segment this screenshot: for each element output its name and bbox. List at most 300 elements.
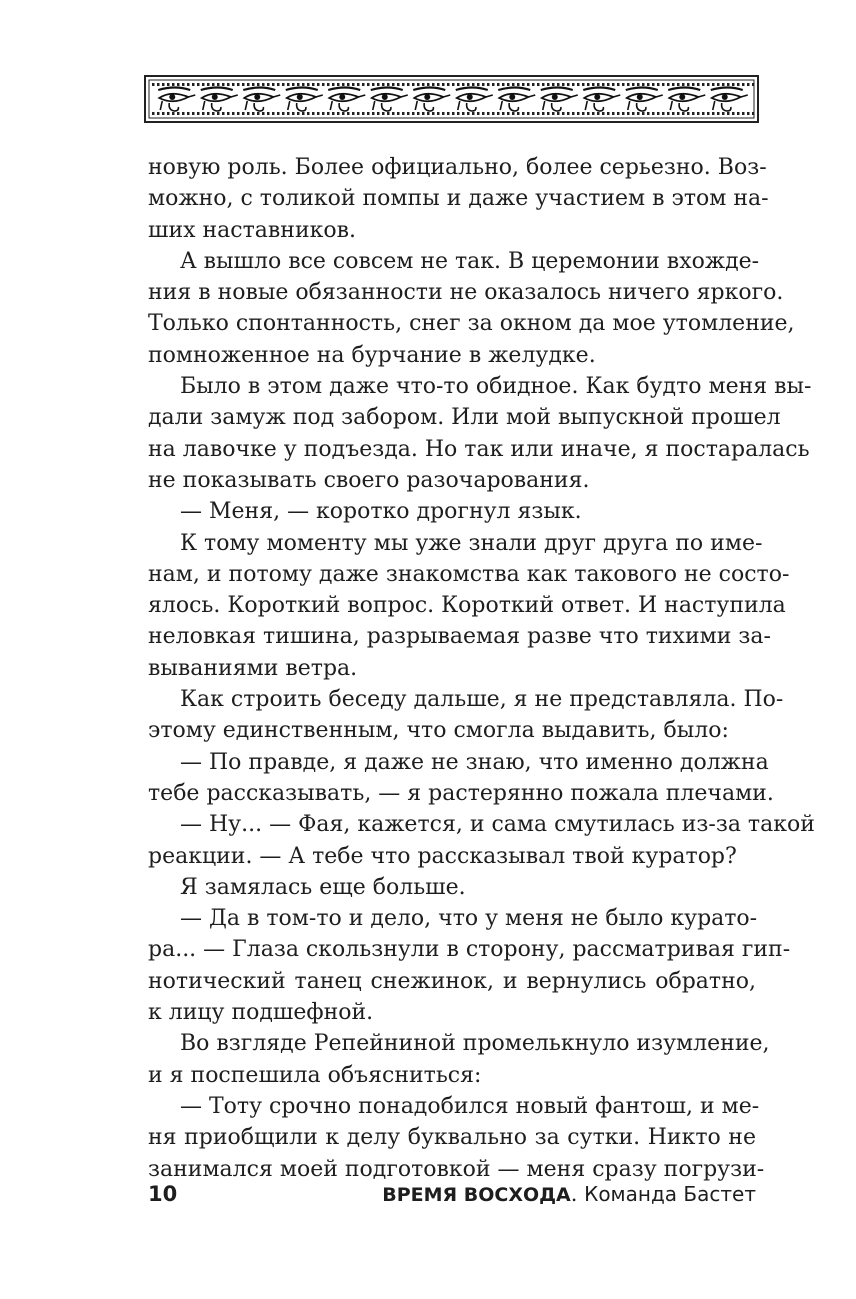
ornament-dot xyxy=(217,112,220,115)
ornament-dot xyxy=(602,112,605,115)
ornament-dot xyxy=(727,112,730,115)
ornament-dot xyxy=(307,112,310,115)
ornament-dot xyxy=(377,83,380,86)
ornament-dot xyxy=(457,112,460,115)
ornament-dot xyxy=(182,112,185,115)
ornament-dot xyxy=(562,112,565,115)
ornament-dot xyxy=(177,83,180,86)
ornament-dot xyxy=(612,112,615,115)
ornament-dot xyxy=(612,83,615,86)
ornament-dot xyxy=(457,83,460,86)
ornament-dot xyxy=(687,83,690,86)
ornament-dot xyxy=(157,83,160,86)
paragraph xyxy=(148,809,815,872)
ornament-dot xyxy=(292,83,295,86)
ornament-dot xyxy=(227,83,230,86)
ornament-dot xyxy=(192,83,195,86)
ornament-dot xyxy=(462,112,465,115)
paragraph xyxy=(148,152,769,246)
ornament-dot xyxy=(347,83,350,86)
ornament-dot xyxy=(282,112,285,115)
ornament-dot xyxy=(467,112,470,115)
ornament-dot xyxy=(417,112,420,115)
ornament-dot xyxy=(212,112,215,115)
ornament-dot xyxy=(602,83,605,86)
ornament-dot xyxy=(552,83,555,86)
text-line: Было в этом даже что-то обидное. Как будто меня вы- xyxy=(180,374,812,400)
ornament-dot xyxy=(702,83,705,86)
text-line: вываниями ветра. xyxy=(148,655,358,681)
ornament-dot xyxy=(487,112,490,115)
ornament-dot xyxy=(297,83,300,86)
text-line: Как строить беседу дальше, я не представляла. По- xyxy=(180,687,784,713)
ornament-dot xyxy=(377,112,380,115)
ornament-dot xyxy=(167,112,170,115)
ornament-dot xyxy=(447,83,450,86)
ornament-dot xyxy=(672,112,675,115)
paragraph xyxy=(148,684,784,747)
ornament-dot xyxy=(237,83,240,86)
ornament-dot xyxy=(212,83,215,86)
running-head xyxy=(382,1182,756,1206)
ornament-dot xyxy=(332,112,335,115)
ornament-dot xyxy=(482,112,485,115)
ornament-dot xyxy=(382,83,385,86)
ornament-dot xyxy=(597,112,600,115)
ornament-dot xyxy=(657,112,660,115)
ornament-dot xyxy=(342,83,345,86)
ornament-dot xyxy=(502,83,505,86)
ornament-dot xyxy=(152,83,155,86)
ornament-dot xyxy=(627,112,630,115)
ornament-dot xyxy=(447,112,450,115)
ornament-dot xyxy=(527,83,530,86)
ornament-dot xyxy=(507,112,510,115)
eye-of-horus-icon xyxy=(711,88,748,112)
text-line: дали замуж под забором. Или мой выпускной прошел xyxy=(148,405,781,431)
ornament-dot xyxy=(197,83,200,86)
ornament-dot xyxy=(627,83,630,86)
text-line: занимался моей подготовкой — меня сразу погрузи- xyxy=(148,1156,765,1182)
ornament-dot xyxy=(677,83,680,86)
ornament-dot xyxy=(657,83,660,86)
ornament-dot xyxy=(317,112,320,115)
ornament-dot xyxy=(187,112,190,115)
ornament-dot xyxy=(437,83,440,86)
ornament-dot xyxy=(347,112,350,115)
page-body-text xyxy=(148,152,815,1185)
eye-of-horus-icon xyxy=(158,88,195,112)
text-line: К тому моменту мы уже знали друг друга по име- xyxy=(180,530,763,556)
ornament-dot xyxy=(262,83,265,86)
ornament-dot xyxy=(472,83,475,86)
ornament-dot xyxy=(352,83,355,86)
ornament-dot xyxy=(512,83,515,86)
text-line: к лицу подшефной. xyxy=(148,1000,374,1026)
paragraph xyxy=(148,1028,770,1091)
ornament-dot xyxy=(152,112,155,115)
ornament-dot xyxy=(567,83,570,86)
ornament-dot xyxy=(487,83,490,86)
ornament-dot xyxy=(387,112,390,115)
ornament-dot xyxy=(397,83,400,86)
ornament-dot xyxy=(682,112,685,115)
ornament-dot xyxy=(562,83,565,86)
book-subtitle: Команда Бастет xyxy=(584,1182,756,1206)
ornament-dot xyxy=(557,112,560,115)
text-line: — По правде, я даже не знаю, что именно должна xyxy=(180,749,769,775)
ornament-dot xyxy=(242,83,245,86)
ornament-dot xyxy=(362,112,365,115)
ornament-dot xyxy=(592,83,595,86)
ornament-dot xyxy=(522,83,525,86)
ornament-dot xyxy=(247,112,250,115)
ornament-dot xyxy=(687,112,690,115)
ornament-dot xyxy=(622,83,625,86)
ornament-dot xyxy=(572,112,575,115)
ornament-dot xyxy=(167,83,170,86)
ornament-dot xyxy=(662,83,665,86)
ornament-dot xyxy=(192,112,195,115)
ornament-dot xyxy=(317,83,320,86)
ornament-dot xyxy=(312,83,315,86)
ornament-dot xyxy=(392,83,395,86)
eye-of-horus-icon xyxy=(286,88,323,112)
text-line: Я замялась еще больше. xyxy=(180,874,466,900)
ornament-dot xyxy=(747,83,750,86)
ornament-dot xyxy=(252,112,255,115)
ornament-dot xyxy=(532,112,535,115)
ornament-dot xyxy=(287,83,290,86)
ornament-dot xyxy=(672,83,675,86)
ornament-dot xyxy=(727,83,730,86)
eye-of-horus-icon xyxy=(371,88,408,112)
ornament-dot xyxy=(407,112,410,115)
ornament-dot xyxy=(442,112,445,115)
text-line: новую роль. Более официально, более серьезно. Воз- xyxy=(148,155,767,180)
ornament-dot xyxy=(577,83,580,86)
text-line: ня приобщили к делу буквально за сутки. Никто не xyxy=(148,1125,756,1151)
eye-of-horus-icon xyxy=(456,88,493,112)
ornament-dot xyxy=(682,83,685,86)
ornament-dot xyxy=(547,83,550,86)
ornament-dot xyxy=(452,83,455,86)
ornament-dot xyxy=(582,83,585,86)
ornament-dot xyxy=(567,112,570,115)
ornament-dot xyxy=(732,112,735,115)
ornament-dot xyxy=(267,83,270,86)
ornament-dot xyxy=(402,83,405,86)
ornament-dot xyxy=(322,112,325,115)
ornament-dot xyxy=(622,112,625,115)
ornament-dot xyxy=(372,112,375,115)
ornament-dot xyxy=(707,112,710,115)
ornament-dot xyxy=(492,112,495,115)
ornament-dot xyxy=(537,83,540,86)
ornament-dot xyxy=(652,112,655,115)
ornament-dot xyxy=(297,112,300,115)
ornament-dot xyxy=(462,83,465,86)
ornament-dot xyxy=(327,83,330,86)
ornament-dot xyxy=(632,112,635,115)
ornament-dot xyxy=(187,83,190,86)
eye-of-horus-icon xyxy=(328,88,365,112)
eye-of-horus-icon xyxy=(583,88,620,112)
ornament-dot xyxy=(252,83,255,86)
ornament-dot xyxy=(287,112,290,115)
ornament-dot xyxy=(502,112,505,115)
ornament-dot xyxy=(367,112,370,115)
ornament-dot xyxy=(527,112,530,115)
eye-of-horus-icon xyxy=(201,88,238,112)
paragraph xyxy=(148,528,790,684)
text-line: — Ну... — Фая, кажется, и сама смутилась из-за такой xyxy=(180,812,815,838)
ornament-dot xyxy=(617,83,620,86)
ornament-dot xyxy=(257,112,260,115)
ornament-dot xyxy=(392,112,395,115)
ornament-dot xyxy=(697,83,700,86)
text-line: Только спонтанность, снег за окном да мое утомление, xyxy=(148,311,795,337)
text-line: нам, и потому даже знакомства как такового не состо- xyxy=(148,561,790,587)
ornament-dot xyxy=(362,83,365,86)
ornament-dot xyxy=(692,112,695,115)
page-number: 10 xyxy=(148,1182,178,1206)
ornament-dot xyxy=(607,83,610,86)
ornament-dot xyxy=(477,83,480,86)
ornament-dot xyxy=(357,112,360,115)
ornament-dot xyxy=(277,112,280,115)
ornament-dot xyxy=(717,83,720,86)
ornament-dot xyxy=(617,112,620,115)
ornament-dot xyxy=(692,83,695,86)
ornament-dot xyxy=(432,83,435,86)
book-title: ВРЕМЯ ВОСХОДА xyxy=(382,1184,571,1206)
ornament-dot xyxy=(542,83,545,86)
ornament-dot xyxy=(412,112,415,115)
ornament-dot xyxy=(452,112,455,115)
ornament-frieze xyxy=(144,75,759,123)
eye-of-horus-icon xyxy=(413,88,450,112)
ornament-dot xyxy=(597,83,600,86)
ornament-dot xyxy=(742,112,745,115)
ornament-dot xyxy=(422,112,425,115)
ornament-dot xyxy=(702,112,705,115)
ornament-dot xyxy=(262,112,265,115)
ornament-dot xyxy=(587,83,590,86)
ornament-dot xyxy=(507,83,510,86)
ornament-dot xyxy=(577,112,580,115)
ornament-dot xyxy=(517,112,520,115)
ornament-dot xyxy=(342,112,345,115)
ornament-dot xyxy=(652,83,655,86)
ornament-dot xyxy=(197,112,200,115)
ornament-dot xyxy=(247,83,250,86)
ornament-dot xyxy=(372,83,375,86)
eye-of-horus-icon xyxy=(626,88,663,112)
ornament-dot xyxy=(172,112,175,115)
ornament-dot xyxy=(422,83,425,86)
ornament-dot xyxy=(337,112,340,115)
ornament-dot xyxy=(207,112,210,115)
ornament-dot xyxy=(572,83,575,86)
text-line: и я поспешила объясниться: xyxy=(148,1062,482,1088)
ornament-dot xyxy=(357,83,360,86)
ornament-dot xyxy=(642,112,645,115)
ornament-dot xyxy=(432,112,435,115)
ornament-dot xyxy=(412,83,415,86)
ornament-dot xyxy=(512,112,515,115)
ornament-dot xyxy=(202,83,205,86)
ornament-dot xyxy=(707,83,710,86)
ornament-dot xyxy=(207,83,210,86)
ornament-dot xyxy=(712,83,715,86)
ornament-dot xyxy=(637,112,640,115)
ornament-dot xyxy=(302,83,305,86)
ornament-dot xyxy=(237,112,240,115)
ornament-dot xyxy=(172,83,175,86)
text-line: ния в новые обязанности не оказалось ничего яркого. xyxy=(148,280,784,306)
text-line: — Да в том-то и дело, что у меня не было курато- xyxy=(180,906,758,932)
ornament-dot xyxy=(592,112,595,115)
text-line: Во взгляде Репейниной промелькнуло изумление, xyxy=(180,1031,770,1057)
text-line: ра... — Глаза скользнули в сторону, рассматривая гип- xyxy=(148,937,791,963)
ornament-dot xyxy=(332,83,335,86)
ornament-dot xyxy=(667,83,670,86)
ornament-dot xyxy=(387,83,390,86)
ornament-dot xyxy=(492,83,495,86)
text-line: на лавочке у подъезда. Но так или иначе, я постаралась xyxy=(148,436,810,462)
text-line: не показывать своего разочарования. xyxy=(148,467,590,493)
ornament-dot xyxy=(352,112,355,115)
text-line: ших наставников. xyxy=(148,217,356,243)
ornament-dot xyxy=(472,112,475,115)
ornament-dot xyxy=(647,83,650,86)
ornament-dot xyxy=(272,112,275,115)
ornament-dot xyxy=(267,112,270,115)
paragraph xyxy=(148,371,812,496)
ornament-dot xyxy=(312,112,315,115)
ornament-dot xyxy=(647,112,650,115)
page-footer xyxy=(148,1182,756,1214)
paragraph xyxy=(148,872,756,903)
ornament-dot xyxy=(157,112,160,115)
ornament-dot xyxy=(717,112,720,115)
ornament-dot xyxy=(712,112,715,115)
paragraph xyxy=(148,1091,765,1185)
ornament-dot xyxy=(542,112,545,115)
ornament-dot xyxy=(307,83,310,86)
ornament-dot xyxy=(467,83,470,86)
ornament-dot xyxy=(522,112,525,115)
ornament-dot xyxy=(282,83,285,86)
ornament-dot xyxy=(752,83,755,86)
ornament-dot xyxy=(722,112,725,115)
ornament-dot xyxy=(747,112,750,115)
ornament-dot xyxy=(232,83,235,86)
text-line: — Тоту срочно понадобился новый фантош, и ме- xyxy=(180,1093,760,1119)
ornament-dot xyxy=(517,83,520,86)
ornament-dot xyxy=(552,112,555,115)
ornament-dot xyxy=(497,112,500,115)
book-title-separator: . xyxy=(570,1182,585,1206)
paragraph xyxy=(148,747,774,810)
ornament-dot xyxy=(582,112,585,115)
ornament-dot xyxy=(407,83,410,86)
ornament-dot xyxy=(182,83,185,86)
text-line: этому единственным, что смогла выдавить, было: xyxy=(148,718,729,744)
paragraph xyxy=(148,903,791,1028)
paragraph xyxy=(148,496,756,527)
ornament-dot xyxy=(587,112,590,115)
eye-of-horus-icon xyxy=(541,88,578,112)
ornament-dot xyxy=(402,112,405,115)
ornament-dot xyxy=(547,112,550,115)
ornament-dot xyxy=(642,83,645,86)
ornament-dot xyxy=(302,112,305,115)
ornament-dot xyxy=(232,112,235,115)
ornament-dot xyxy=(442,83,445,86)
ornament-dot xyxy=(437,112,440,115)
ornament-dot xyxy=(497,83,500,86)
ornament-dot xyxy=(177,112,180,115)
eye-of-horus-icon xyxy=(668,88,705,112)
ornament-outer-border xyxy=(145,76,758,122)
ornament-dot xyxy=(482,83,485,86)
text-line: А вышло все совсем не так. В церемонии вхожде- xyxy=(180,248,760,274)
ornament-dot xyxy=(222,112,225,115)
paragraph xyxy=(148,246,795,371)
ornament-dot xyxy=(337,83,340,86)
ornament-dot xyxy=(742,83,745,86)
ornament-dot xyxy=(417,83,420,86)
ornament-dot xyxy=(637,83,640,86)
ornament-dot xyxy=(752,112,755,115)
ornament-dot xyxy=(557,83,560,86)
ornament-dot xyxy=(162,83,165,86)
ornament-dot xyxy=(277,83,280,86)
ornament-dot xyxy=(322,83,325,86)
ornament-dot xyxy=(222,83,225,86)
ornament-dot xyxy=(537,112,540,115)
ornament-dot xyxy=(427,83,430,86)
text-line: — Меня, — коротко дрогнул язык. xyxy=(180,499,582,525)
text-line: тебе рассказывать, — я растерянно пожала плечами. xyxy=(148,780,774,806)
ornament-dot xyxy=(217,83,220,86)
ornament-dot xyxy=(737,83,740,86)
ornament-dot xyxy=(397,112,400,115)
ornament-dot xyxy=(677,112,680,115)
ornament-dot xyxy=(477,112,480,115)
ornament-dot xyxy=(737,112,740,115)
header-ornament-band xyxy=(144,75,759,123)
ornament-dot xyxy=(732,83,735,86)
ornament-dot xyxy=(227,112,230,115)
ornament-dot xyxy=(697,112,700,115)
text-line: нотический танец снежинок, и вернулись обратно, xyxy=(148,968,756,994)
ornament-dot xyxy=(632,83,635,86)
ornament-dot xyxy=(427,112,430,115)
ornament-dot xyxy=(662,112,665,115)
ornament-dot xyxy=(667,112,670,115)
ornament-dot xyxy=(257,83,260,86)
eye-of-horus-icon xyxy=(498,88,535,112)
ornament-dot xyxy=(162,112,165,115)
ornament-dot xyxy=(327,112,330,115)
ornament-dot xyxy=(532,83,535,86)
text-line: можно, с толикой помпы и даже участием в этом на- xyxy=(148,186,769,212)
text-line: неловкая тишина, разрываемая разве что тихими за- xyxy=(148,624,771,650)
eye-of-horus-icon xyxy=(243,88,280,112)
